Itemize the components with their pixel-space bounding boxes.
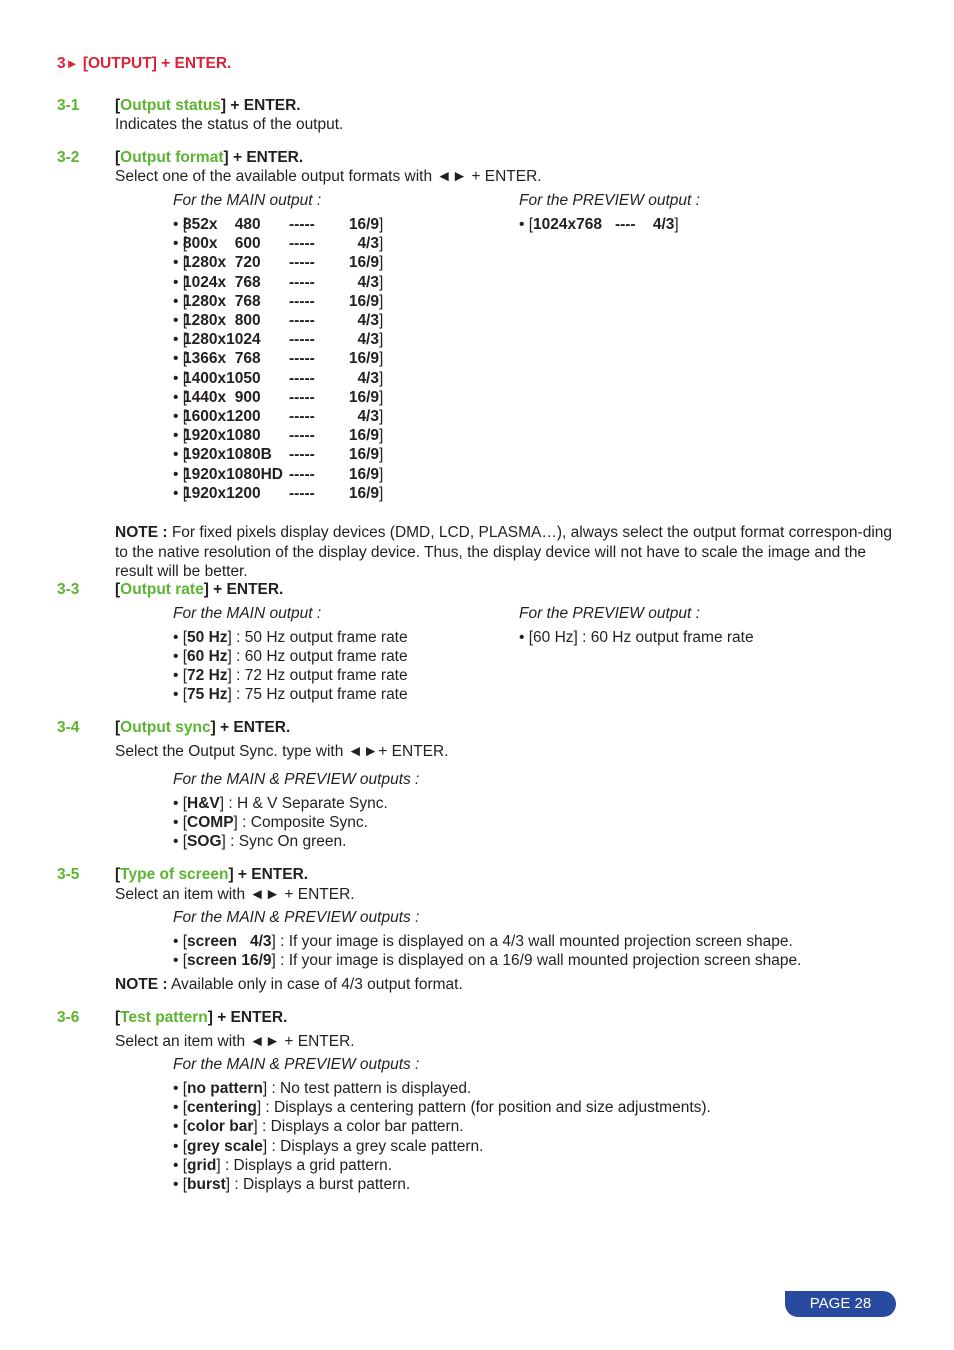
- bracket-close: ]: [379, 408, 384, 425]
- bracket-close: ]: [379, 331, 384, 349]
- note-label: NOTE :: [115, 976, 168, 993]
- bracket-close-enter: ] + ENTER.: [203, 581, 284, 598]
- format-dash: -----: [289, 235, 315, 253]
- format-ratio: 16/9: [348, 388, 379, 406]
- bullet: • [: [173, 254, 188, 272]
- step-desc-3-5: Select an item with ◄► + ENTER.: [115, 886, 355, 903]
- step-number-3-2: 3-2: [57, 149, 80, 166]
- bracket-close: ]: [379, 216, 384, 233]
- menu-item-output-sync: Output sync: [120, 719, 211, 736]
- bracket-close: ]: [379, 273, 384, 291]
- pattern-item: • [burst] : Displays a burst pattern.: [173, 1176, 411, 1193]
- step-number-3-4: 3-4: [57, 719, 80, 736]
- format-resolution: 800x 600: [183, 235, 261, 253]
- rate-item-desc: : 72 Hz output frame rate: [231, 667, 408, 685]
- format-dash: -----: [289, 312, 315, 329]
- format-ratio: 4/3: [357, 369, 379, 387]
- step-title-3-3: [115, 580, 283, 599]
- main-output-label: For the MAIN output :: [173, 192, 322, 209]
- bullet: • [: [173, 484, 188, 502]
- bracket-close: ]: [379, 388, 384, 406]
- screen-item-desc: : If your image is displayed on a 4/3 wall mounted projection screen shape.: [275, 933, 793, 950]
- preview-format-res: 1024x768: [533, 216, 603, 233]
- format-resolution: 1920x1080HD: [183, 465, 283, 483]
- sync-item-desc: : H & V Separate Sync.: [224, 795, 388, 812]
- step-title-3-4: [115, 718, 290, 737]
- bracket-close: ]: [379, 235, 384, 253]
- bracket-close: ]: [379, 465, 384, 483]
- step-desc-3-2: Select one of the available output formats with ◄► + ENTER.: [115, 168, 542, 185]
- step-desc-3-1: Indicates the status of the output.: [115, 116, 344, 133]
- pattern-item: • [color bar] : Displays a color bar pattern.: [173, 1118, 464, 1136]
- format-ratio: 16/9: [348, 216, 379, 233]
- format-dash: -----: [289, 273, 315, 291]
- format-ratio: 16/9: [348, 427, 379, 445]
- page-number-badge: PAGE 28: [785, 1291, 896, 1317]
- rate-item: • [50 Hz] : 50 Hz output frame rate: [173, 629, 408, 646]
- main-output-label: For the MAIN output :: [173, 605, 322, 622]
- pattern-item-key: burst: [187, 1176, 226, 1193]
- bullet: • [: [173, 446, 188, 464]
- bracket-close-enter: ] + ENTER.: [220, 97, 301, 114]
- step-number-3-6: 3-6: [57, 1009, 80, 1026]
- step-desc-3-6: Select an item with ◄► + ENTER.: [115, 1033, 355, 1050]
- pattern-item-desc: : Displays a burst pattern.: [230, 1176, 411, 1193]
- format-ratio: 16/9: [348, 446, 379, 464]
- rate-item-desc: : 60 Hz output frame rate: [231, 648, 408, 666]
- menu-item-type-of-screen: Type of screen: [120, 866, 229, 883]
- bracket-open: [: [115, 149, 121, 166]
- format-resolution: 1600x1200: [183, 408, 261, 425]
- format-dash: -----: [289, 408, 315, 425]
- menu-item-output-rate: Output rate: [120, 581, 204, 598]
- format-resolution: 1280x1024: [183, 331, 261, 349]
- rate-item: • [60 Hz] : 60 Hz output frame rate: [173, 648, 408, 666]
- bullet: • [: [173, 350, 188, 368]
- main-preview-label: For the MAIN & PREVIEW outputs :: [173, 771, 420, 788]
- bracket-close: ]: [379, 369, 384, 387]
- bullet: • [: [173, 235, 188, 253]
- rate-item-key: 50 Hz: [187, 629, 228, 646]
- pattern-item: • [no pattern] : No test pattern is displayed.: [173, 1080, 472, 1097]
- bracket-close: ]: [379, 446, 384, 464]
- pattern-item-desc: : Displays a centering pattern (for position and size adjustments).: [261, 1099, 711, 1117]
- preview-format-ratio: 4/3: [652, 216, 675, 233]
- bullet: • [: [173, 408, 188, 425]
- main-preview-label: For the MAIN & PREVIEW outputs :: [173, 909, 420, 926]
- bracket-open: [: [115, 719, 121, 736]
- format-resolution: 1280x 768: [183, 292, 261, 310]
- sync-item-desc: : Sync On green.: [225, 833, 347, 851]
- format-resolution: 1920x1200: [183, 484, 261, 502]
- step-desc-3-4: Select the Output Sync. type with ◄►+ ENTER.: [115, 743, 449, 760]
- format-dash: -----: [289, 369, 315, 387]
- pattern-item-key: color bar: [187, 1118, 254, 1136]
- preview-output-label: For the PREVIEW output :: [519, 192, 700, 209]
- bullet: • [: [173, 388, 188, 406]
- bracket-open: [: [115, 1009, 121, 1026]
- format-resolution: 1280x 800: [183, 312, 261, 329]
- pattern-item-desc: : Displays a color bar pattern.: [257, 1118, 464, 1136]
- menu-item-output-status: Output status: [120, 97, 221, 114]
- format-dash: -----: [289, 427, 315, 445]
- screen-item: • [screen 4/3] : If your image is displayed on a 4/3 wall mounted projection screen shape.: [173, 933, 793, 950]
- bracket-close-enter: ] + ENTER.: [228, 866, 309, 883]
- step-title-3-6: [115, 1008, 287, 1027]
- sync-item-key: SOG: [187, 833, 222, 851]
- screen-item: • [screen 16/9] : If your image is displayed on a 16/9 wall mounted projection screen shape.: [173, 952, 802, 970]
- pattern-item-key: grey scale: [187, 1137, 263, 1155]
- step-number-3-3: 3-3: [57, 581, 80, 598]
- bracket-open: [: [115, 866, 121, 883]
- section-heading: [57, 54, 231, 73]
- pattern-item: • [grey scale] : Displays a grey scale pattern.: [173, 1137, 484, 1155]
- sync-item: • [SOG] : Sync On green.: [173, 833, 347, 851]
- rate-item-key: 72 Hz: [187, 667, 228, 685]
- bullet: • [: [173, 216, 188, 233]
- pattern-item-key: grid: [187, 1156, 217, 1174]
- rate-item-key: 75 Hz: [187, 686, 228, 704]
- sync-item-key: H&V: [187, 795, 220, 812]
- format-ratio: 16/9: [348, 484, 379, 502]
- format-ratio: 16/9: [348, 292, 379, 310]
- note-output-format: [115, 523, 905, 582]
- pattern-item-key: no pattern: [187, 1080, 263, 1097]
- rate-item-key: 60 Hz: [187, 648, 228, 666]
- sync-item: • [H&V] : H & V Separate Sync.: [173, 795, 388, 812]
- rate-item: • [75 Hz] : 75 Hz output frame rate: [173, 686, 408, 704]
- preview-format-item: • [1024x768 ---- 4/3]: [519, 216, 679, 233]
- bullet: • [: [173, 331, 188, 349]
- step-title-3-1: [115, 96, 301, 115]
- format-resolution: 1440x 900: [183, 388, 261, 406]
- rate-item-desc: : 75 Hz output frame rate: [231, 686, 408, 704]
- menu-item-test-pattern: Test pattern: [120, 1009, 208, 1026]
- bracket-close: ]: [379, 312, 384, 329]
- format-resolution: 852x 480: [183, 216, 261, 233]
- bullet: • [: [173, 292, 188, 310]
- screen-item-key: screen 16/9: [187, 952, 272, 970]
- bracket-close: ]: [379, 484, 384, 502]
- bracket-close: ]: [379, 254, 384, 272]
- pattern-item-desc: : Displays a grid pattern.: [220, 1156, 393, 1174]
- bracket-close: ]: [379, 427, 384, 445]
- format-resolution: 1400x1050: [183, 369, 261, 387]
- pattern-item: • [centering] : Displays a centering pattern (for position and size adjustments).: [173, 1099, 711, 1117]
- format-resolution: 1920x1080: [183, 427, 261, 445]
- pattern-item-desc: : Displays a grey scale pattern.: [267, 1137, 484, 1155]
- heading-number: 3: [57, 55, 66, 72]
- sync-item: • [COMP] : Composite Sync.: [173, 814, 368, 832]
- bullet: • [: [173, 465, 188, 483]
- rate-item-desc: : 50 Hz output frame rate: [231, 629, 408, 646]
- heading-arrow-icon: ►: [65, 56, 79, 71]
- format-ratio: 4/3: [357, 273, 379, 291]
- bracket-close-enter: ] + ENTER.: [223, 149, 304, 166]
- pattern-item-key: centering: [187, 1099, 257, 1117]
- screen-item-key: screen 4/3: [187, 933, 272, 950]
- sync-item-desc: : Composite Sync.: [237, 814, 368, 832]
- bracket-close-enter: ] + ENTER.: [210, 719, 291, 736]
- format-dash: -----: [289, 446, 315, 464]
- pattern-item: • [grid] : Displays a grid pattern.: [173, 1156, 393, 1174]
- format-ratio: 4/3: [357, 312, 379, 329]
- format-ratio: 16/9: [348, 350, 379, 368]
- format-resolution: 1024x 768: [183, 273, 261, 291]
- preview-format-dash: ----: [614, 216, 636, 233]
- note-text: For fixed pixels display devices (DMD, LCD, PLASMA…), always select the output format correspon-ding to the native resolution of the display device. Thus, the display device will not have to scale the image and the result will be better.: [115, 524, 893, 580]
- main-preview-label: For the MAIN & PREVIEW outputs :: [173, 1056, 420, 1073]
- preview-output-label: For the PREVIEW output :: [519, 605, 700, 622]
- format-resolution: 1280x 720: [183, 254, 261, 272]
- bracket-open: [: [115, 97, 121, 114]
- preview-rate-item: • [60 Hz] : 60 Hz output frame rate: [519, 629, 754, 646]
- pattern-item-desc: : No test pattern is displayed.: [267, 1080, 472, 1097]
- rate-item: • [72 Hz] : 72 Hz output frame rate: [173, 667, 408, 685]
- bracket-close: ]: [379, 350, 384, 368]
- bullet: • [: [173, 369, 188, 387]
- format-resolution: 1366x 768: [183, 350, 261, 368]
- format-ratio: 16/9: [348, 254, 379, 272]
- step-number-3-1: 3-1: [57, 97, 80, 114]
- format-dash: -----: [289, 254, 315, 272]
- heading-label: [OUTPUT] + ENTER.: [82, 55, 232, 72]
- note-label: NOTE :: [115, 524, 168, 541]
- note-type-of-screen: [115, 975, 463, 994]
- bullet: • [: [173, 427, 188, 445]
- step-title-3-5: [115, 865, 308, 884]
- format-ratio: 4/3: [357, 408, 379, 425]
- bracket-open: [: [115, 581, 121, 598]
- bracket-close: ]: [379, 292, 384, 310]
- format-dash: -----: [289, 292, 315, 310]
- format-ratio: 16/9: [348, 465, 379, 483]
- format-dash: -----: [289, 350, 315, 368]
- format-dash: -----: [289, 216, 315, 233]
- format-ratio: 4/3: [357, 331, 379, 349]
- format-resolution: 1920x1080B: [183, 446, 272, 464]
- format-dash: -----: [289, 331, 315, 349]
- step-title-3-2: [115, 148, 303, 167]
- format-dash: -----: [289, 388, 315, 406]
- screen-item-desc: : If your image is displayed on a 16/9 wall mounted projection screen shape.: [275, 952, 802, 970]
- bracket-close-enter: ] + ENTER.: [207, 1009, 288, 1026]
- step-number-3-5: 3-5: [57, 866, 80, 883]
- format-dash: -----: [289, 484, 315, 502]
- format-ratio: 4/3: [357, 235, 379, 253]
- note-text: Available only in case of 4/3 output format.: [167, 976, 463, 993]
- bullet: • [: [173, 312, 188, 329]
- format-dash: -----: [289, 465, 315, 483]
- menu-item-output-format: Output format: [120, 149, 224, 166]
- sync-item-key: COMP: [187, 814, 234, 832]
- bullet: • [: [173, 273, 188, 291]
